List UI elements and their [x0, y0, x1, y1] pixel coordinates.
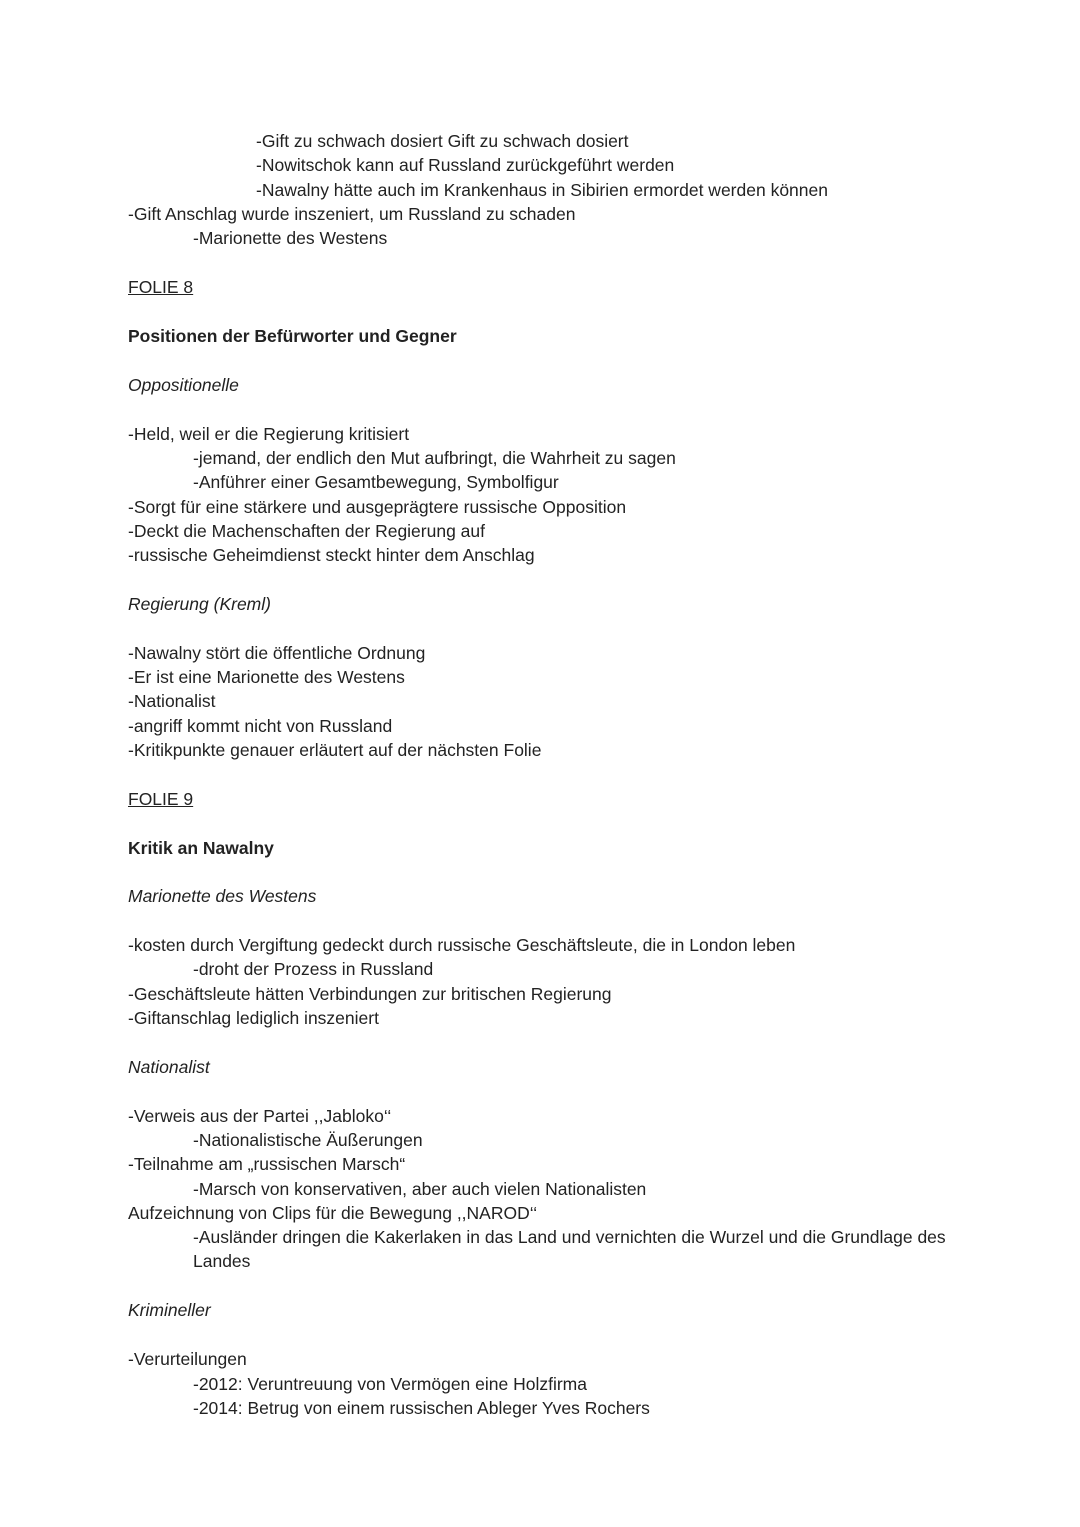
intro-line: -Nowitschok kann auf Russland zurückgeführt werden — [256, 155, 675, 175]
intro-line: -Nawalny hätte auch im Krankenhaus in Sibirien ermordet werden können — [256, 180, 828, 200]
nationalist-line: -Verweis aus der Partei ,,Jabloko‘‘ — [128, 1106, 392, 1126]
marionette-title: Marionette des Westens — [128, 886, 317, 906]
regierung-line: -Kritikpunkte genauer erläutert auf der nächsten Folie — [128, 740, 542, 760]
nationalist-line: Aufzeichnung von Clips für die Bewegung ,,NAROD‘‘ — [128, 1203, 538, 1223]
krimineller-line: -Verurteilungen — [128, 1349, 247, 1369]
oppositionelle-line: -Deckt die Machenschaften der Regierung auf — [128, 521, 486, 541]
oppositionelle-line: -jemand, der endlich den Mut aufbringt, die Wahrheit zu sagen — [193, 448, 676, 468]
marionette-line: -droht der Prozess in Russland — [193, 959, 434, 979]
regierung-line: -Er ist eine Marionette des Westens — [128, 667, 405, 687]
marionette-line: -Geschäftsleute hätten Verbindungen zur britischen Regierung — [128, 984, 612, 1004]
krimineller-line: -2014: Betrug von einem russischen Ableger Yves Rochers — [193, 1398, 650, 1418]
krimineller-line: -2012: Veruntreuung von Vermögen eine Holzfirma — [193, 1374, 587, 1394]
marionette-line: -Giftanschlag lediglich inszeniert — [128, 1008, 379, 1028]
oppositionelle-line: -Held, weil er die Regierung kritisiert — [128, 424, 410, 444]
regierung-line: -Nawalny stört die öffentliche Ordnung — [128, 643, 426, 663]
krimineller-title: Krimineller — [128, 1300, 211, 1320]
nationalist-line: -Marsch von konservativen, aber auch vielen Nationalisten — [193, 1179, 647, 1199]
nationalist-title: Nationalist — [128, 1057, 210, 1077]
oppositionelle-title: Oppositionelle — [128, 375, 239, 395]
nationalist-line: -Nationalistische Äußerungen — [193, 1130, 423, 1150]
regierung-line: -angriff kommt nicht von Russland — [128, 716, 393, 736]
regierung-title: Regierung (Kreml) — [128, 594, 271, 614]
oppositionelle-line: -Anführer einer Gesamtbewegung, Symbolfigur — [193, 472, 559, 492]
marionette-line: -kosten durch Vergiftung gedeckt durch russische Geschäftsleute, die in London leben — [128, 935, 796, 955]
intro-line: -Gift Anschlag wurde inszeniert, um Russland zu schaden — [128, 204, 576, 224]
intro-line: -Marionette des Westens — [193, 228, 388, 248]
folie-9-heading: Kritik an Nawalny — [128, 838, 274, 858]
regierung-line: -Nationalist — [128, 691, 216, 711]
folie-9-label: FOLIE 9 — [128, 789, 194, 809]
intro-line: -Gift zu schwach dosiert Gift zu schwach dosiert — [256, 131, 629, 151]
oppositionelle-line: -russische Geheimdienst steckt hinter dem Anschlag — [128, 545, 535, 565]
nationalist-line: -Ausländer dringen die Kakerlaken in das Land und vernichten die Wurzel und die Grundlage des Landes — [193, 1227, 946, 1271]
nationalist-line: -Teilnahme am „russischen Marsch“ — [128, 1154, 406, 1174]
folie-8-label: FOLIE 8 — [128, 277, 194, 297]
oppositionelle-line: -Sorgt für eine stärkere und ausgeprägtere russische Opposition — [128, 497, 627, 517]
folie-8-heading: Positionen der Befürworter und Gegner — [128, 326, 457, 346]
